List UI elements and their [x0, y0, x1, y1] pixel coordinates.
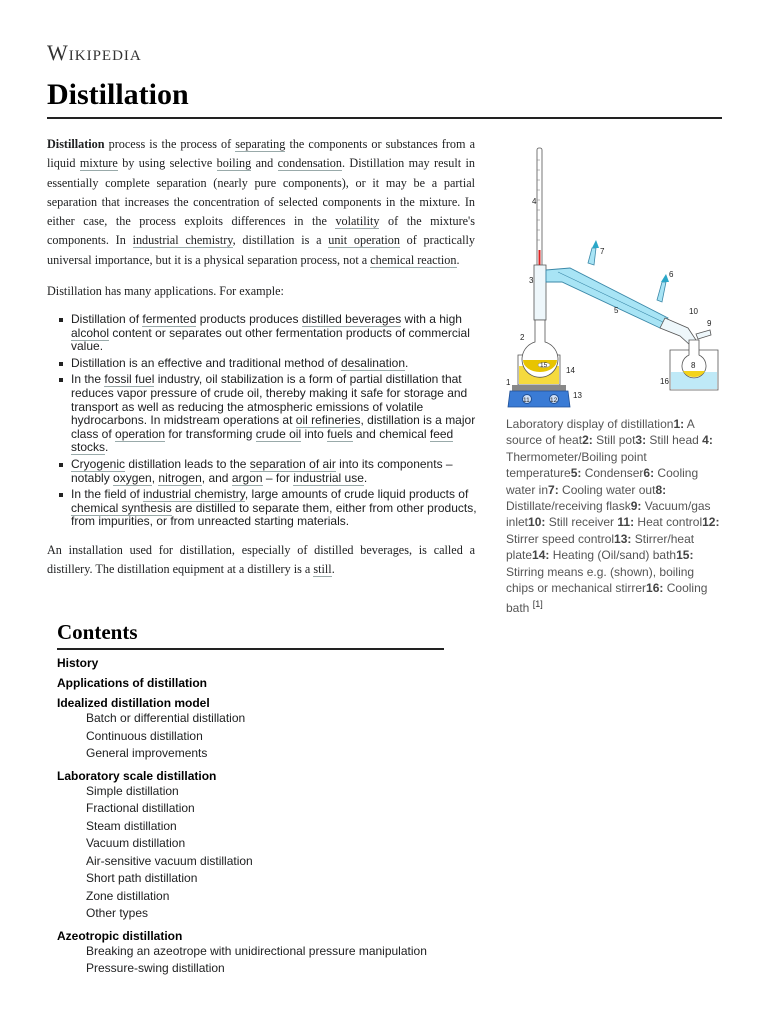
link-argon[interactable]: argon	[231, 470, 263, 485]
text: , distillation is a	[232, 233, 329, 248]
condenser	[546, 268, 668, 328]
toc-subsection-link[interactable]: Breaking an azeotrope with unidirectional pressure manipulation	[86, 943, 427, 958]
link-still[interactable]: still	[313, 562, 332, 577]
caption-text: A source of heat	[506, 417, 695, 448]
text: An installation used for distillation, especially of distilled beverages, is called a distillery. The distillation equipment at a distillery is a	[47, 543, 475, 577]
link-separation-of-air[interactable]: separation of air	[249, 456, 336, 471]
text: and	[251, 156, 278, 171]
caption-text: Still head	[646, 433, 703, 448]
link-industrial-chemistry[interactable]: industrial chemistry	[132, 233, 233, 248]
text: – for	[262, 470, 294, 485]
link-cryogenic[interactable]: Cryogenic	[71, 456, 126, 471]
applications-list	[47, 313, 481, 532]
page-title: Distillation	[47, 78, 189, 111]
toc-section-link[interactable]: History	[57, 656, 99, 670]
caption-text: Still pot	[592, 433, 636, 448]
text: into its components – notably	[71, 456, 453, 485]
figure-label: 11	[523, 397, 530, 404]
link-volatility[interactable]: volatility	[335, 214, 380, 229]
toc-section-link[interactable]: Azeotropic distillation	[57, 928, 183, 943]
contents-divider	[57, 648, 444, 650]
text: for transforming	[165, 426, 256, 441]
toc-subsection-link[interactable]: Other types	[86, 906, 149, 920]
link-alcohol[interactable]: alcohol	[71, 325, 110, 340]
figure-label: 1	[506, 378, 511, 387]
toc-subsection-link[interactable]: General improvements	[86, 746, 208, 760]
toc-section-link[interactable]: Applications of distillation	[57, 676, 207, 690]
link-industrial-chemistry[interactable]: industrial chemistry	[143, 487, 245, 502]
list-item	[47, 313, 481, 354]
link-boiling[interactable]: boiling	[216, 156, 252, 171]
caption-number: 15:	[676, 548, 694, 563]
figure-label: 10	[689, 307, 698, 316]
caption-text: Still receiver	[545, 515, 618, 530]
text: , and	[201, 470, 232, 485]
caption-number: 7:	[548, 482, 559, 497]
toc-subsection-link[interactable]: Pressure-swing distillation	[86, 961, 225, 975]
bold-term: Distillation	[47, 137, 105, 151]
stirrer-heat-plate	[508, 391, 570, 407]
figure-label: 12	[550, 397, 558, 404]
caption-number: 5:	[570, 466, 582, 481]
text: .	[363, 470, 368, 485]
caption-number: 2:	[582, 433, 593, 448]
caption-number: 1:	[673, 417, 685, 431]
link-chemical-synthesis[interactable]: chemical synthesis	[71, 500, 172, 515]
text: of practically universal importance, but it is a physical separation process, not a	[47, 233, 475, 267]
link-chemical-reaction[interactable]: chemical reaction	[370, 252, 457, 267]
text: content or separates out other fermentation products of commercial value.	[71, 325, 470, 354]
contents-heading: Contents	[57, 620, 138, 644]
text: the components or substances from a liquid	[47, 137, 475, 171]
text: , large amounts of crude liquid products of	[244, 487, 469, 502]
list-item	[47, 458, 481, 485]
toc-section-link[interactable]: Idealized distillation model	[57, 696, 210, 710]
toc-subsection-link[interactable]: Zone distillation	[86, 888, 170, 903]
toc-subsection-link[interactable]: Air-sensitive vacuum distillation	[86, 853, 253, 868]
link-fossil-fuel[interactable]: fossil fuel	[104, 372, 155, 387]
caption-text: Heat control	[634, 515, 703, 530]
caption-text: Vacuum/gas inlet	[506, 499, 711, 530]
caption-items	[506, 417, 719, 615]
figure-label: 15	[540, 362, 548, 369]
figure-label: 8	[691, 361, 696, 370]
figure-label: 2	[520, 333, 525, 342]
text: with a high	[401, 312, 462, 326]
text: by using selective	[117, 156, 217, 171]
link-oxygen[interactable]: oxygen	[113, 470, 152, 485]
caption-number: 10:	[528, 515, 546, 530]
figure-caption	[506, 416, 721, 617]
caption-text: Cooling water in	[506, 466, 699, 497]
toc-subsection-link[interactable]: Fractional distillation	[86, 801, 195, 815]
text: .	[331, 562, 335, 577]
text: ,	[151, 470, 159, 485]
caption-lead: Laboratory display of distillation	[506, 417, 674, 431]
caption-number: 16:	[646, 581, 664, 596]
text: are distilled to separate them, either from other products, from impurities, or from unreacted starting materials.	[71, 500, 477, 529]
caption-number: 14:	[532, 548, 550, 563]
text: process is the process of	[104, 137, 236, 151]
caption-number: 8:	[655, 482, 667, 497]
link-industrial-use[interactable]: industrial use	[293, 470, 364, 485]
caption-text: Stirring means e.g. (shown), boiling chips or mechanical stirrer	[506, 564, 695, 596]
toc-subsection-link[interactable]: Short path distillation	[86, 871, 198, 885]
caption-text: Thermometer/Boiling point temperature	[506, 449, 647, 481]
link-condensation[interactable]: condensation	[277, 156, 342, 171]
text: .	[405, 355, 409, 370]
link-distilled-beverages[interactable]: distilled beverages	[301, 312, 402, 326]
arrow-in-icon	[661, 274, 669, 282]
link-mixture[interactable]: mixture	[79, 156, 118, 171]
figure-label: 16	[660, 377, 669, 386]
figure-label: 5	[614, 306, 619, 315]
text: products produces	[196, 312, 302, 326]
caption-text: Stirrer speed control	[506, 531, 615, 546]
vacuum-inlet	[696, 330, 711, 339]
caption-text: Stirrer/heat plate	[506, 531, 695, 563]
figure-label: 3	[529, 276, 534, 285]
text: into	[301, 426, 328, 441]
figure-label: 14	[566, 366, 575, 375]
figure-label: 4	[532, 197, 537, 206]
caption-number: 6:	[643, 466, 655, 481]
text: In the	[71, 372, 105, 387]
distillery-paragraph	[47, 541, 475, 580]
toc-section-link[interactable]: Laboratory scale distillation	[57, 768, 217, 783]
text: Distillation of	[71, 312, 143, 326]
toc-subsection-link[interactable]: Continuous distillation	[86, 728, 203, 743]
arrow-out-icon	[592, 240, 599, 248]
list-item	[47, 488, 481, 529]
toc-subsection-link[interactable]: Steam distillation	[86, 818, 177, 833]
table-of-contents	[57, 656, 507, 978]
link-feed-stocks[interactable]: feed stocks	[71, 426, 454, 455]
figure-label: 9	[707, 319, 712, 328]
link-separating[interactable]: separating	[235, 137, 286, 151]
link-crude-oil[interactable]: crude oil	[255, 426, 302, 441]
toc-subsection-link[interactable]: Simple distillation	[86, 783, 179, 798]
link-fermented[interactable]: fermented	[142, 312, 197, 326]
text: , distillation is a major class of	[71, 413, 476, 441]
text: distillation leads to the	[125, 456, 250, 471]
caption-number: 12:	[702, 515, 720, 530]
caption-number: 11:	[617, 515, 635, 530]
caption-number: 3:	[635, 433, 647, 448]
link-nitrogen[interactable]: nitrogen	[158, 470, 202, 485]
plate-top	[512, 385, 566, 391]
text: industry, oil stabilization is a form of partial distillation that reduces vapor pressure of crude oil, thereby making it safe for storage and transport as well as reducing the atmospheric emissions of volatile hydrocarbons. In midstream operations at	[71, 372, 468, 428]
link-fuels[interactable]: fuels	[327, 426, 353, 441]
link-operation[interactable]: operation	[115, 426, 166, 441]
text: . Distillation may result in essentially complete separation (nearly pure components), or it may be a partial separation that increases the concentration of selected components in the mixture. In either case, the process exploits differences in the	[47, 156, 475, 229]
figure-label: 13	[573, 391, 582, 400]
text: of the mixture's components. In	[47, 214, 475, 248]
intro-paragraph	[47, 135, 475, 270]
text: .	[105, 440, 109, 455]
caption-text: Cooling water out	[558, 482, 656, 497]
list-item	[47, 373, 481, 455]
toc-subsection-link[interactable]: Batch or differential distillation	[86, 711, 246, 725]
caption-number: 13:	[614, 531, 632, 546]
reference-link[interactable]: [1]	[532, 599, 543, 610]
text: Distillation is an effective and traditional method of	[71, 355, 341, 370]
list-item	[47, 357, 481, 371]
toc-subsection-link[interactable]: Vacuum distillation	[86, 836, 186, 850]
cooling-water-out	[588, 248, 596, 265]
caption-number: 4:	[702, 433, 713, 448]
title-divider	[47, 117, 722, 119]
applications-lead: Distillation has many applications. For example:	[47, 284, 284, 298]
text: .	[456, 252, 460, 267]
caption-text: Heating (Oil/sand) bath	[549, 548, 677, 563]
still-head	[534, 265, 546, 320]
figure-label: 7	[600, 247, 605, 256]
link-unit-operation[interactable]: unit operation	[328, 233, 400, 248]
caption-number: 9:	[630, 499, 642, 514]
text: and chemical	[352, 426, 430, 441]
distillation-apparatus-figure[interactable]	[500, 140, 725, 420]
cooling-water-in	[657, 282, 666, 302]
figure-label: 6	[669, 270, 674, 279]
wikipedia-logo[interactable]: Wikipedia	[47, 40, 142, 65]
caption-text: Condenser	[581, 466, 644, 481]
text: In the field of	[71, 487, 144, 502]
caption-text: Distillate/receiving flask	[506, 499, 631, 514]
link-oil-refineries[interactable]: oil refineries	[295, 413, 361, 428]
caption-text: Cooling bath	[506, 581, 708, 616]
link-desalination[interactable]: desalination	[340, 355, 405, 370]
